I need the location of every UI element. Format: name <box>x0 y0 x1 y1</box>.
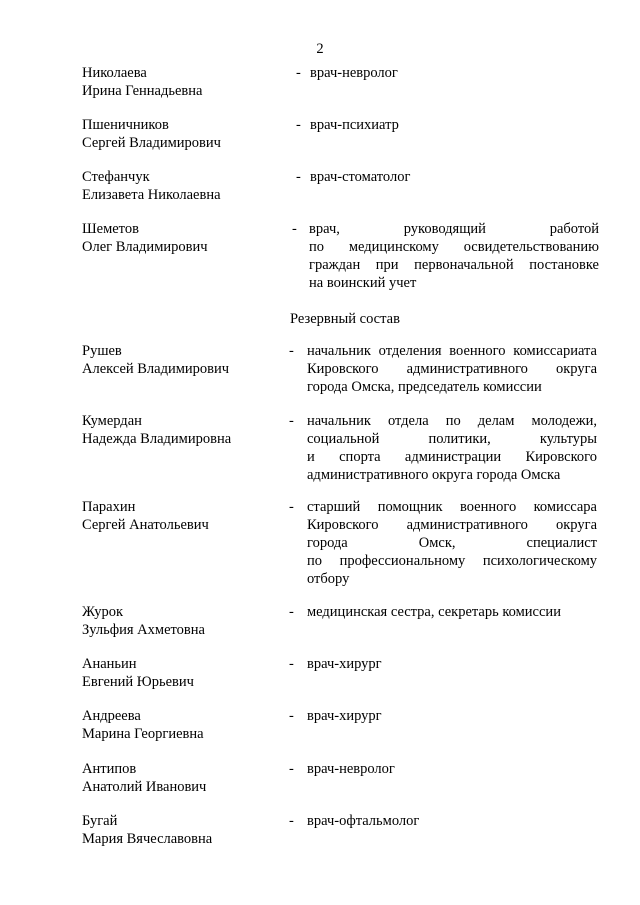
dash: - <box>296 169 301 185</box>
member-name <box>82 168 282 204</box>
member-role: врач-хирург <box>307 708 382 724</box>
member-role: старший помощник военного комиссара Кировского административного округа города Омск, специалист по профессиональному психологическому отбору <box>307 499 597 587</box>
member-role: начальник отдела по делам молодежи, социальной политики, культуры и спорта администрации Кировского административного округа города Омска <box>307 413 597 483</box>
page-number: 2 <box>316 41 324 57</box>
member-name <box>82 707 282 743</box>
member-given-name: Сергей Анатольевич <box>82 517 209 533</box>
member-surname: Андреева <box>82 708 141 724</box>
dash: - <box>289 413 294 429</box>
member-given-name: Ирина Геннадьевна <box>82 83 203 99</box>
dash: - <box>289 708 294 724</box>
member-surname: Рушев <box>82 343 122 359</box>
section-title-reserve: Резервный состав <box>290 311 400 327</box>
member-surname: Антипов <box>82 761 137 777</box>
member-name <box>82 64 282 100</box>
member-name <box>82 116 282 152</box>
member-role: начальник отделения военного комиссариата Кировского административного округа города Омска, председатель комиссии <box>307 343 597 395</box>
member-surname: Шеметов <box>82 221 139 237</box>
dash: - <box>292 221 297 237</box>
dash: - <box>289 343 294 359</box>
member-surname: Стефанчук <box>82 169 150 185</box>
member-name <box>82 342 282 378</box>
dash: - <box>289 813 294 829</box>
member-given-name: Елизавета Николаевна <box>82 187 221 203</box>
member-given-name: Анатолий Иванович <box>82 779 207 795</box>
member-role: врач-офтальмолог <box>307 813 420 829</box>
member-role: врач-невролог <box>307 761 395 777</box>
member-name <box>82 603 282 639</box>
member-role: врач, руководящий работой по медицинскому освидетельствованию граждан при первоначальной постановке на воинский учет <box>309 221 599 291</box>
member-role: врач-хирург <box>307 656 382 672</box>
member-name <box>82 220 282 256</box>
dash: - <box>296 117 301 133</box>
member-surname: Кумердан <box>82 413 142 429</box>
member-name <box>82 412 282 448</box>
member-surname: Николаева <box>82 65 147 81</box>
member-name <box>82 812 282 848</box>
member-given-name: Мария Вячеславовна <box>82 831 213 847</box>
member-name <box>82 498 282 534</box>
member-given-name: Евгений Юрьевич <box>82 674 194 690</box>
member-role: медицинская сестра, секретарь комиссии <box>307 604 561 620</box>
member-surname: Парахин <box>82 499 136 515</box>
member-given-name: Сергей Владимирович <box>82 135 221 151</box>
member-surname: Бугай <box>82 813 118 829</box>
member-given-name: Зульфия Ахметовна <box>82 622 205 638</box>
member-role: врач-стоматолог <box>310 169 411 185</box>
member-name <box>82 760 282 796</box>
member-given-name: Марина Георгиевна <box>82 726 204 742</box>
member-given-name: Надежда Владимировна <box>82 431 232 447</box>
member-given-name: Олег Владимирович <box>82 239 208 255</box>
dash: - <box>289 604 294 620</box>
member-role: врач-психиатр <box>310 117 399 133</box>
member-surname: Журок <box>82 604 124 620</box>
member-surname: Ананьин <box>82 656 137 672</box>
member-role: врач-невролог <box>310 65 398 81</box>
member-surname: Пшеничников <box>82 117 169 133</box>
dash: - <box>289 656 294 672</box>
dash: - <box>289 499 294 515</box>
member-given-name: Алексей Владимирович <box>82 361 230 377</box>
dash: - <box>289 761 294 777</box>
dash: - <box>296 65 301 81</box>
member-name <box>82 655 282 691</box>
